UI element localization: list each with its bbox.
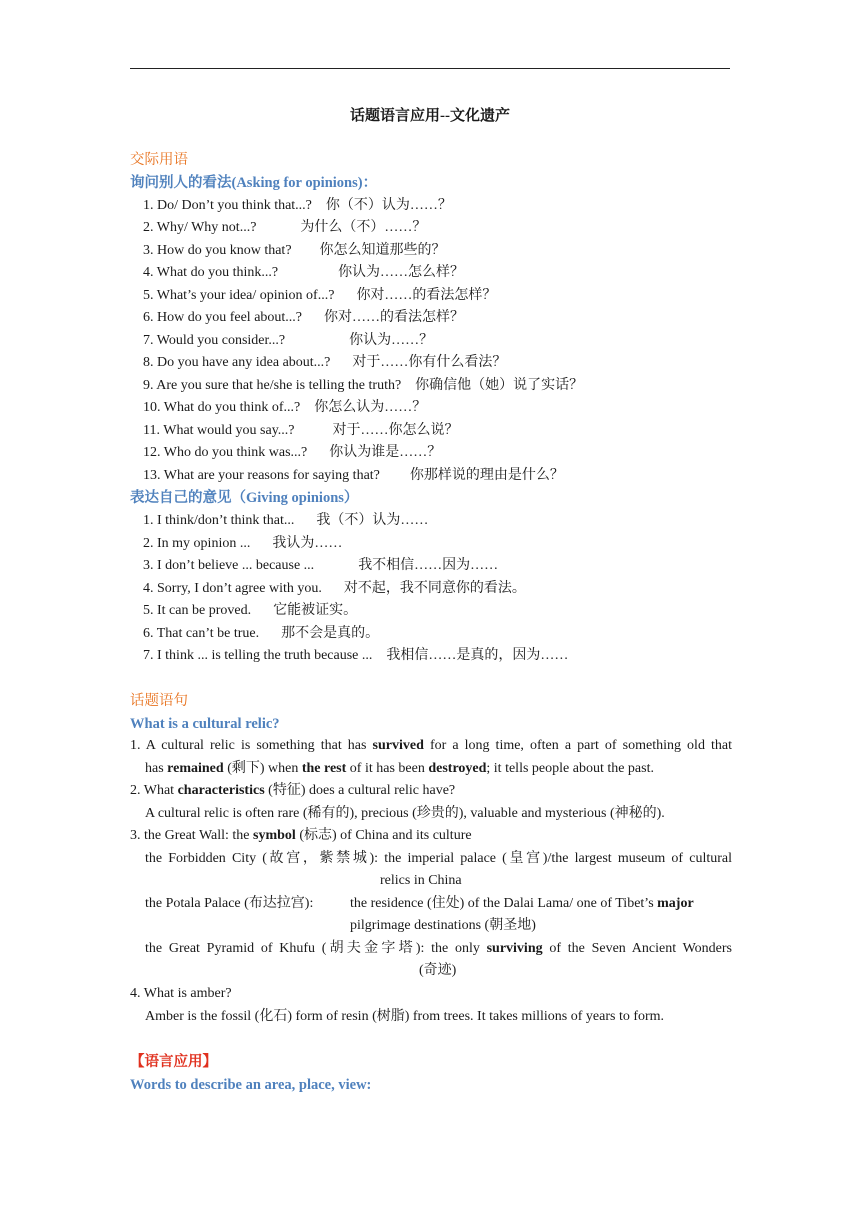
page-title: 话题语言应用--文化遗产 bbox=[350, 108, 510, 124]
paragraph: A cultural relic is often rare (稀有的), precious (珍贵的), valuable and mysterious (神秘的). bbox=[145, 806, 665, 821]
list-item: 13. What are your reasons for saying that? 你那样说的理由是什么？ bbox=[143, 468, 564, 483]
asking-opinions-heading: 询问别人的看法(Asking for opinions)： bbox=[130, 175, 378, 191]
list-item: 7. I think ... is telling the truth because ... 我相信……是真的，因为…… bbox=[143, 648, 569, 663]
list-item: 2. In my opinion ... 我认为…… bbox=[143, 536, 343, 551]
list-item: 7. Would you consider...? 你认为……？ bbox=[143, 333, 434, 348]
list-item: 10. What do you think of...? 你怎么认为……？ bbox=[143, 400, 427, 415]
paragraph: (奇迹) bbox=[419, 963, 457, 978]
paragraph: 4. What is amber? bbox=[130, 986, 232, 1001]
list-item: 4. What do you think...? 你认为……怎么样？ bbox=[143, 265, 465, 280]
words-heading: Words to describe an area, place, view: bbox=[130, 1077, 372, 1093]
paragraph: 1. A cultural relic is something that has survived for a long time, often a part of something old that bbox=[130, 738, 732, 753]
paragraph: the Forbidden City (故宫，紫禁城): the imperial palace (皇宫)/the largest museum of cultural bbox=[145, 851, 732, 866]
paragraph: Amber is the fossil (化石) form of resin (树脂) from trees. It takes millions of years to form. bbox=[145, 1009, 665, 1024]
paragraph: has remained (剩下) when the rest of it has been destroyed; it tells people about the past. bbox=[145, 761, 654, 776]
giving-opinions-heading: 表达自己的意见（Giving opinions） bbox=[130, 490, 359, 506]
paragraph: pilgrimage destinations (朝圣地) bbox=[350, 918, 536, 933]
section-heading-topic: 话题语句 bbox=[130, 693, 188, 709]
topic-question: What is a cultural relic? bbox=[130, 716, 280, 732]
list-item: 2. Why/ Why not...? 为什么（不）……？ bbox=[143, 220, 427, 235]
list-item: 1. Do/ Don’t you think that...? 你（不）认为……？ bbox=[143, 198, 452, 213]
list-item: 5. What’s your idea/ opinion of...? 你对……的看法怎样？ bbox=[143, 288, 497, 303]
paragraph: the residence (住处) of the Dalai Lama/ one of Tibet’s major bbox=[350, 896, 694, 911]
list-item: 1. I think/don’t think that... 我（不）认为…… bbox=[143, 513, 429, 528]
list-item: 12. Who do you think was...? 你认为谁是……？ bbox=[143, 445, 442, 460]
list-item: 6. How do you feel about...? 你对……的看法怎样？ bbox=[143, 310, 465, 325]
paragraph: the Great Pyramid of Khufu (胡夫金字塔): the only surviving of the Seven Ancient Wonders bbox=[145, 941, 732, 956]
list-item: 3. I don’t believe ... because ... 我不相信……因为…… bbox=[143, 558, 499, 573]
header-rule bbox=[130, 68, 730, 69]
paragraph: 2. What characteristics (特征) does a cultural relic have? bbox=[130, 783, 456, 798]
list-item: 6. That can’t be true. 那不会是真的。 bbox=[143, 626, 380, 641]
list-item: 9. Are you sure that he/she is telling the truth? 你确信他（她）说了实话？ bbox=[143, 378, 584, 393]
section-heading-communication: 交际用语 bbox=[130, 152, 188, 168]
list-item: 8. Do you have any idea about...? 对于……你有什么看法？ bbox=[143, 355, 507, 370]
paragraph: the Potala Palace (布达拉宫): bbox=[145, 896, 314, 911]
paragraph: 3. the Great Wall: the symbol (标志) of China and its culture bbox=[130, 828, 472, 843]
list-item: 4. Sorry, I don’t agree with you. 对不起，我不同意你的看法。 bbox=[143, 581, 526, 596]
section-heading-language: 【语言应用】 bbox=[130, 1054, 217, 1070]
paragraph: relics in China bbox=[380, 873, 462, 888]
list-item: 5. It can be proved. 它能被证实。 bbox=[143, 603, 358, 618]
list-item: 3. How do you know that? 你怎么知道那些的？ bbox=[143, 243, 446, 258]
list-item: 11. What would you say...? 对于……你怎么说？ bbox=[143, 423, 459, 438]
